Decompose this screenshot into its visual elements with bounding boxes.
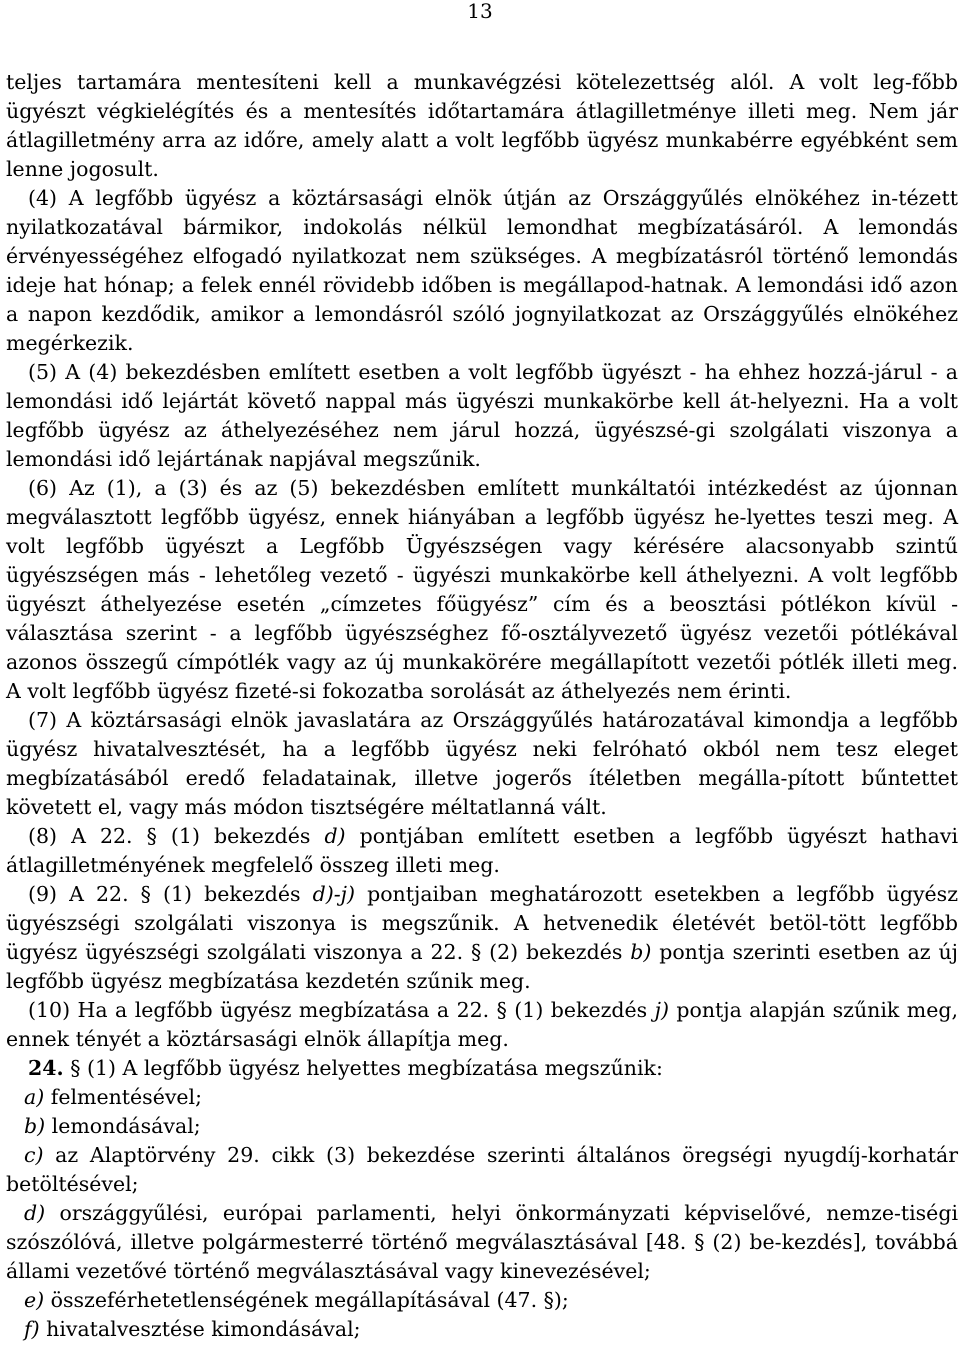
- paragraph-8-point-ref: d): [324, 824, 346, 848]
- list-text-f: hivatalvesztése kimondásával;: [39, 1317, 361, 1341]
- list-key-b: b): [24, 1114, 46, 1138]
- list-text-b: lemondásával;: [45, 1114, 201, 1138]
- list-item-a: [6, 1083, 958, 1112]
- paragraph-9-point-ref-2: b): [630, 940, 652, 964]
- paragraph-9: [6, 880, 958, 996]
- paragraph-9-text-e: pontja szerinti esetben az új legfőbb ügyész megbízatása kezdetén szűnik meg.: [6, 940, 959, 993]
- list-item-c: [6, 1141, 958, 1199]
- paragraph-8-text-a: (8) A 22. § (1) bekezdés: [28, 824, 325, 848]
- list-item-e: [6, 1286, 958, 1315]
- paragraph-9-text-a: (9) A 22. § (1) bekezdés: [28, 882, 313, 906]
- list-key-a: a): [24, 1085, 45, 1109]
- list-key-c: c): [24, 1143, 44, 1167]
- paragraph-7: (7) A köztársasági elnök javaslatára az Országgyűlés határozatával kimondja a legfőbb ügyész hivatalvesztését, ha a legfőbb ügyész neki felróható okból nem tesz eleget megbízatásából eredő feladatainak, illetve jogerős ítéletben megálla-pított bűntettet követett el, vagy más módon tisztségére méltatlanná vált.: [6, 708, 958, 819]
- list-key-f: f): [24, 1317, 40, 1341]
- paragraph-continuation: teljes tartamára mentesíteni kell a munkavégzési kötelezettség alól. A volt leg-főbb ügyészt végkielégítés és a mentesítés időtartamára átlagilletménye illeti meg. Nem jár átlagilletmény arra az időre, amely alatt a volt legfőbb ügyész munkabérre egyébként sem lenne jogosult.: [6, 70, 958, 181]
- list-text-e: összeférhetetlenségének megállapításával (47. §);: [44, 1288, 569, 1312]
- section-24-number: 24.: [28, 1056, 64, 1080]
- paragraph-5: (5) A (4) bekezdésben említett esetben a volt legfőbb ügyészt - ha ehhez hozzá-járul - a lemondási idő lejártát követő nappal más ügyészi munkakörbe kell át-helyezni. Ha a volt legfőbb ügyész az áthelyezéséhez nem járul hozzá, ügyészsé-gi szolgálati viszonya a lemondási idő lejártának napjával megszűnik.: [6, 360, 958, 471]
- list-text-a: felmentésével;: [44, 1085, 202, 1109]
- section-24-text: § (1) A legfőbb ügyész helyettes megbízatása megszűnik:: [63, 1056, 663, 1080]
- paragraph-8: [6, 822, 958, 880]
- paragraph-9-point-ref: d)-j): [312, 882, 355, 906]
- document-body: [6, 68, 958, 1344]
- list-item-b: [6, 1112, 958, 1141]
- list-item-d: [6, 1199, 958, 1286]
- paragraph-8-text-c: pontjában említett esetben a legfőbb ügyészt hathavi átlagilletményének megfelelő összeg illeti meg.: [6, 824, 959, 877]
- paragraph-10-text-c: pontja alapján szűnik meg, ennek tényét a köztársasági elnök állapítja meg.: [6, 998, 958, 1051]
- section-24-heading: [6, 1054, 958, 1083]
- list-item-f: [6, 1315, 958, 1344]
- paragraph-10-point-ref: j): [654, 998, 669, 1022]
- list-text-c: az Alaptörvény 29. cikk (3) bekezdése szerinti általános öregségi nyugdíj-korhatár betöltésével;: [6, 1143, 958, 1196]
- paragraph-10-text-a: (10) Ha a legfőbb ügyész megbízatása a 22. § (1) bekezdés: [28, 998, 655, 1022]
- page-number: 13: [467, 0, 493, 23]
- list-key-d: d): [24, 1201, 46, 1225]
- paragraph-9-text-c: pontjaiban meghatározott esetekben a legfőbb ügyész ügyészségi szolgálati viszonya is megszűnik. A hetvenedik életévét betöl-tött legfőbb ügyész ügyészségi szolgálati viszonya a 22. § (2) bekezdés: [6, 882, 958, 964]
- paragraph-6: (6) Az (1), a (3) és az (5) bekezdésben említett munkáltatói intézkedést az újonnan megválasztott legfőbb ügyész, ennek hiányában a legfőbb ügyész he-lyettes teszi meg. A volt legfőbb ügyészt a Legfőbb Ügyészségen vagy kérésére alacsonyabb szintű ügyészségen más - lehetőleg vezető - ügyészi munkakörbe kell áthelyezni. A volt legfőbb ügyészt áthelyezése esetén „címzetes főügyész” cím és a beosztási pótlékon kívül - választása szerint - a legfőbb ügyészséghez fő-osztályvezető ügyész vezetői pótlékával azonos összegű címpótlék vagy az új munkakörére megállapított vezetői pótlék illeti meg. A volt legfőbb ügyész fizeté-si fokozatba sorolását az áthelyezés nem érinti.: [6, 476, 958, 703]
- paragraph-10: [6, 996, 958, 1054]
- list-key-e: e): [24, 1288, 45, 1312]
- paragraph-4: (4) A legfőbb ügyész a köztársasági elnök útján az Országgyűlés elnökéhez in-tézett nyilatkozatával bármikor, indokolás nélkül lemondhat megbízatásáról. A lemondás érvényességéhez elfogadó nyilatkozat nem szükséges. A megbízatásról történő lemondás ideje hat hónap; a felek ennél rövidebb időben is megállapod-hatnak. A lemondási idő azon a napon kezdődik, amikor a lemondásról szóló jognyilatkozat az Országgyűlés elnökéhez megérkezik.: [6, 186, 958, 355]
- list-text-d: országgyűlési, európai parlamenti, helyi önkormányzati képviselővé, nemze-tiségi szószólóvá, illetve polgármesterré történő megválasztásával [48. § (2) be-kezdés], továbbá állami vezetővé történő megválasztásával vagy kinevezésével;: [6, 1201, 958, 1283]
